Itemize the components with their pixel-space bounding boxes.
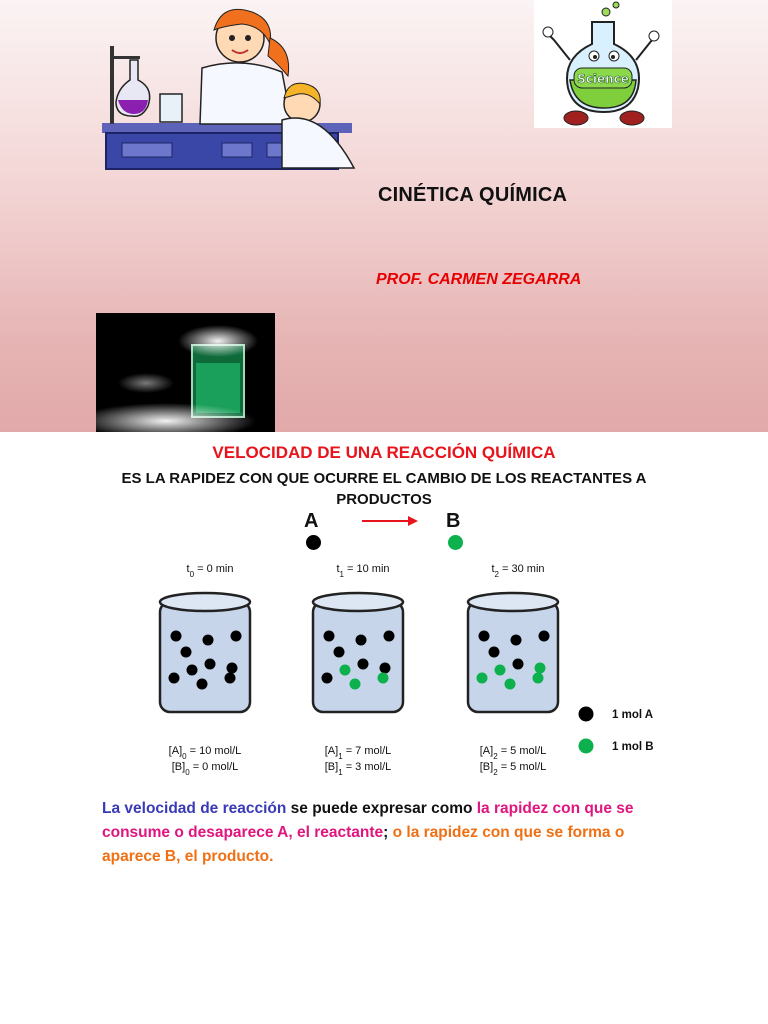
conc-a-label: $[A]_2 = 5$ mol/L: [479, 745, 547, 761]
beaker-time-label: $t_1 = 10$ min: [336, 563, 390, 579]
explanation-text: [102, 797, 682, 869]
particle-a: [322, 673, 333, 684]
beaker-time-label: $t_2 = 30$ min: [491, 563, 545, 579]
particle-b: [378, 673, 389, 684]
product-dot-icon: [448, 535, 463, 550]
slide-title: CINÉTICA QUÍMICA: [378, 184, 568, 206]
beaker-time-label: $t_0 = 0$ min: [186, 563, 234, 579]
particle-a: [203, 635, 214, 646]
scientists-illustration: [92, 8, 360, 176]
conc-b-label: $[B]_2 = 5$ mol/L: [479, 761, 547, 777]
beaker-body: [313, 602, 403, 712]
particle-a: [334, 647, 345, 658]
particle-b: [505, 679, 516, 690]
particle-a: [197, 679, 208, 690]
particle-b: [495, 665, 506, 676]
explanation-part-rate: La velocidad de reacción: [102, 800, 287, 817]
beaker-body: [160, 602, 250, 712]
reactant-label: A: [304, 510, 319, 532]
particle-a: [356, 635, 367, 646]
particle-a: [384, 631, 395, 642]
reaction-arrow-icon: [360, 514, 420, 528]
reactant-dot-icon: [306, 535, 321, 550]
beaker-diagram: [150, 554, 670, 784]
conc-a-label: $[A]_0 = 10$ mol/L: [168, 745, 242, 761]
beaker-2: [468, 563, 558, 777]
particle-a: [205, 659, 216, 670]
particle-b: [535, 663, 546, 674]
particle-a: [380, 663, 391, 674]
particle-a: [181, 647, 192, 658]
particle-a: [513, 659, 524, 670]
particle-a: [358, 659, 369, 670]
particle-a: [231, 631, 242, 642]
beaker-1: [313, 563, 403, 777]
legend-label: 1 mol B: [612, 741, 654, 753]
explanation-part-express: se puede expresar como: [286, 800, 477, 817]
particle-b: [477, 673, 488, 684]
particle-b: [350, 679, 361, 690]
particle-a: [511, 635, 522, 646]
particle-a: [479, 631, 490, 642]
explanation-part-sep: ;: [383, 824, 393, 841]
particle-a: [171, 631, 182, 642]
particle-a: [489, 647, 500, 658]
beaker-0: [160, 563, 250, 777]
slide-heading: VELOCIDAD DE UNA REACCIÓN QUÍMICA: [212, 443, 556, 462]
product-label: B: [446, 510, 461, 532]
cartoon-flask-image: [534, 0, 672, 128]
legend-dot: [579, 707, 594, 722]
legend-dot: [579, 739, 594, 754]
conc-b-label: $[B]_1 = 3$ mol/L: [324, 761, 392, 777]
explanation-part-product: o la rapidez con que se forma o aparece B, el producto.: [102, 824, 625, 865]
particle-a: [225, 673, 236, 684]
explanation-part-reactant: la rapidez con que se consume o desaparece A, el reactante: [102, 800, 634, 841]
beaker-rim: [313, 593, 403, 611]
flask-badge-text: Science: [577, 72, 629, 86]
author-name: PROF. CARMEN ZEGARRA: [376, 271, 582, 288]
slide-subheading: ES LA RAPIDEZ CON QUE OCURRE EL CAMBIO DE LOS REACTANTES A PRODUCTOS: [121, 470, 647, 508]
particle-a: [169, 673, 180, 684]
smoking-beaker-photo: [96, 313, 275, 432]
beaker-rim: [468, 593, 558, 611]
legend-label: 1 mol A: [612, 709, 654, 721]
particle-b: [340, 665, 351, 676]
title-slide: [0, 0, 768, 432]
rate-slide: [0, 432, 768, 1024]
conc-a-label: $[A]_1 = 7$ mol/L: [324, 745, 392, 761]
conc-b-label: $[B]_0 = 0$ mol/L: [171, 761, 239, 777]
particle-a: [324, 631, 335, 642]
particle-a: [539, 631, 550, 642]
particle-b: [533, 673, 544, 684]
beaker-body: [468, 602, 558, 712]
particle-a: [187, 665, 198, 676]
beaker-rim: [160, 593, 250, 611]
particle-a: [227, 663, 238, 674]
